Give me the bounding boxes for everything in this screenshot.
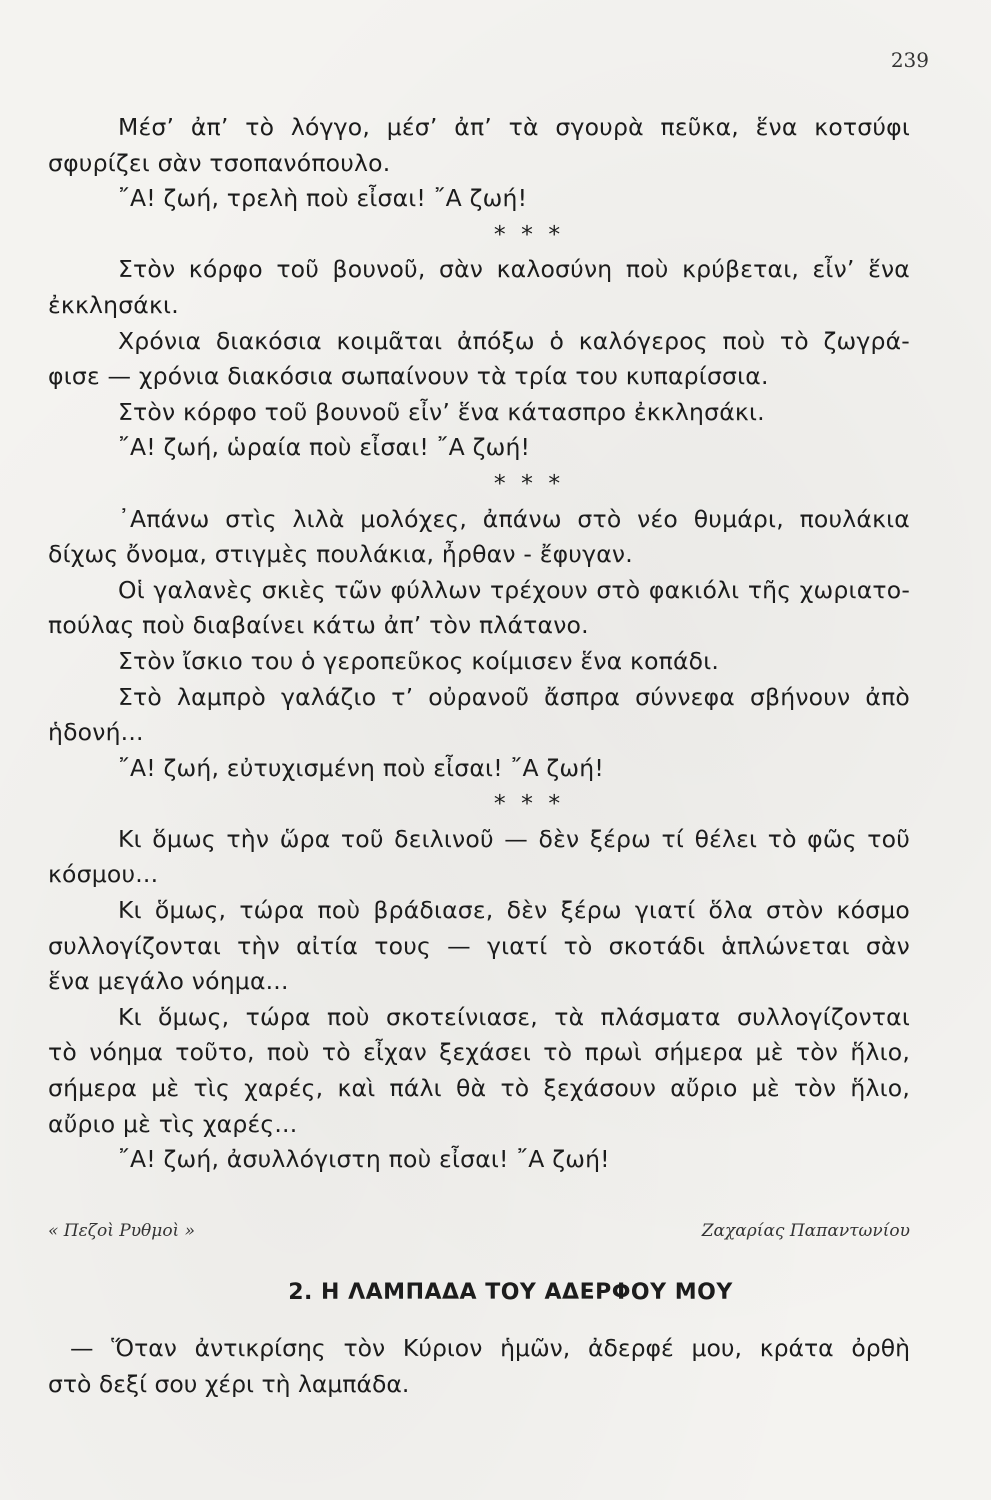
prose-line: — Ὅταν ἀντικρίσης τὸν Κύριον ἡμῶν, ἀδερφέ μου, κράτα ὀρθὴ	[70, 1334, 910, 1362]
poem-line: αὔριο μὲ τὶς χαρές...	[48, 1109, 298, 1138]
poem-line: Χρόνια διακόσια κοιμᾶται ἀπόξω ὁ καλόγερος ποὺ τὸ ζωγρά-	[118, 326, 910, 355]
poem-line: Στὸν κόρφο τοῦ βουνοῦ εἶν’ ἕνα κάτασπρο ἐκκλησάκι.	[118, 397, 765, 426]
poem-line: Μέσ’ ἀπ’ τὸ λόγγο, μέσ’ ἀπ’ τὰ σγουρὰ πεῦκα, ἕνα κοτσύφι	[118, 113, 910, 141]
attribution-row	[48, 1221, 910, 1241]
author-name: Ζαχαρίας Παπαντωνίου	[701, 1221, 910, 1241]
refrain-line: ῎Α! ζωή, τρελὴ ποὺ εἶσαι! ῎Α ζωή!	[118, 184, 528, 213]
poem-line: ᾿Απάνω στὶς λιλὰ μολόχες, ἀπάνω στὸ νέο θυμάρι, πουλάκια	[118, 504, 910, 533]
refrain-line: ῎Α! ζωή, ἀσυλλόγιστη ποὺ εἶσαι! ῎Α ζωή!	[118, 1145, 610, 1174]
section-body	[48, 1330, 910, 1401]
prose-line: στὸ δεξί σου χέρι τὴ λαμπάδα.	[48, 1369, 410, 1398]
refrain-line: ῎Α! ζωή, ὡραία ποὺ εἶσαι! ῎Α ζωή!	[118, 433, 531, 462]
poem-line: Στὸν ἴσκιο του ὁ γεροπεῦκος κοίμισεν ἕνα κοπάδι.	[118, 646, 720, 675]
poem-line: συλλογίζονται τὴν αἰτία τους — γιατί τὸ σκοτάδι ἁπλώνεται σὰν	[48, 931, 910, 960]
poem-line: κόσμου...	[48, 860, 159, 889]
poem-line: Στὸν κόρφο τοῦ βουνοῦ, σὰν καλοσύνη ποὺ κρύβεται, εἶν’ ἕνα	[118, 255, 910, 284]
poem-line: Οἱ γαλανὲς σκιὲς τῶν φύλλων τρέχουν στὸ φακιόλι τῆς χωριατο-	[118, 575, 910, 604]
source-title: « Πεζοὶ Ρυθμοὶ »	[48, 1221, 196, 1241]
poem-line: τὸ νόημα τοῦτο, ποὺ τὸ εἶχαν ξεχάσει τὸ πρωὶ σήμερα μὲ τὸν ἥλιο,	[48, 1038, 910, 1067]
refrain-line: ῎Α! ζωή, εὐτυχισμένη ποὺ εἶσαι! ῎Α ζωή!	[118, 753, 604, 782]
section-separator: * * *	[493, 468, 565, 497]
poem-line: Κι ὅμως, τώρα ποὺ σκοτείνιασε, τὰ πλάσματα συλλογίζονται	[118, 1002, 910, 1031]
poem-body	[48, 110, 910, 1178]
poem-line: σφυρίζει σὰν τσοπανόπουλο.	[48, 148, 391, 177]
section-heading: 2. Η ΛΑΜΠΑΔΑ ΤΟΥ ΑΔΕΡΦΟΥ ΜΟΥ	[288, 1280, 733, 1305]
poem-line: Κι ὅμως, τώρα ποὺ βράδιασε, δὲν ξέρω γιατί ὅλα στὸν κόσμο	[118, 896, 910, 925]
poem-line: ἐκκλησάκι.	[48, 290, 179, 319]
page-number: 239	[890, 48, 929, 72]
poem-line: Κι ὅμως τὴν ὥρα τοῦ δειλινοῦ — δὲν ξέρω τί θέλει τὸ φῶς τοῦ	[118, 824, 910, 853]
poem-line: πούλας ποὺ διαβαίνει κάτω ἀπ’ τὸν πλάτανο.	[48, 611, 589, 640]
section-separator: * * *	[493, 789, 565, 818]
poem-line: ἕνα μεγάλο νόημα...	[48, 967, 289, 996]
poem-line: σήμερα μὲ τὶς χαρές, καὶ πάλι θὰ τὸ ξεχάσουν αὔριο μὲ τὸν ἥλιο,	[48, 1074, 910, 1103]
poem-line: φισε — χρόνια διακόσια σωπαίνουν τὰ τρία του κυπαρίσσια.	[48, 362, 769, 391]
poem-line: δίχως ὄνομα, στιγμὲς πουλάκια, ἦρθαν - ἔφυγαν.	[48, 540, 633, 569]
poem-line: Στὸ λαμπρὸ γαλάζιο τ’ οὐρανοῦ ἄσπρα σύννεφα σβήνουν ἀπὸ	[118, 682, 910, 711]
poem-line: ἡδονή...	[48, 718, 144, 747]
section-separator: * * *	[493, 219, 565, 248]
